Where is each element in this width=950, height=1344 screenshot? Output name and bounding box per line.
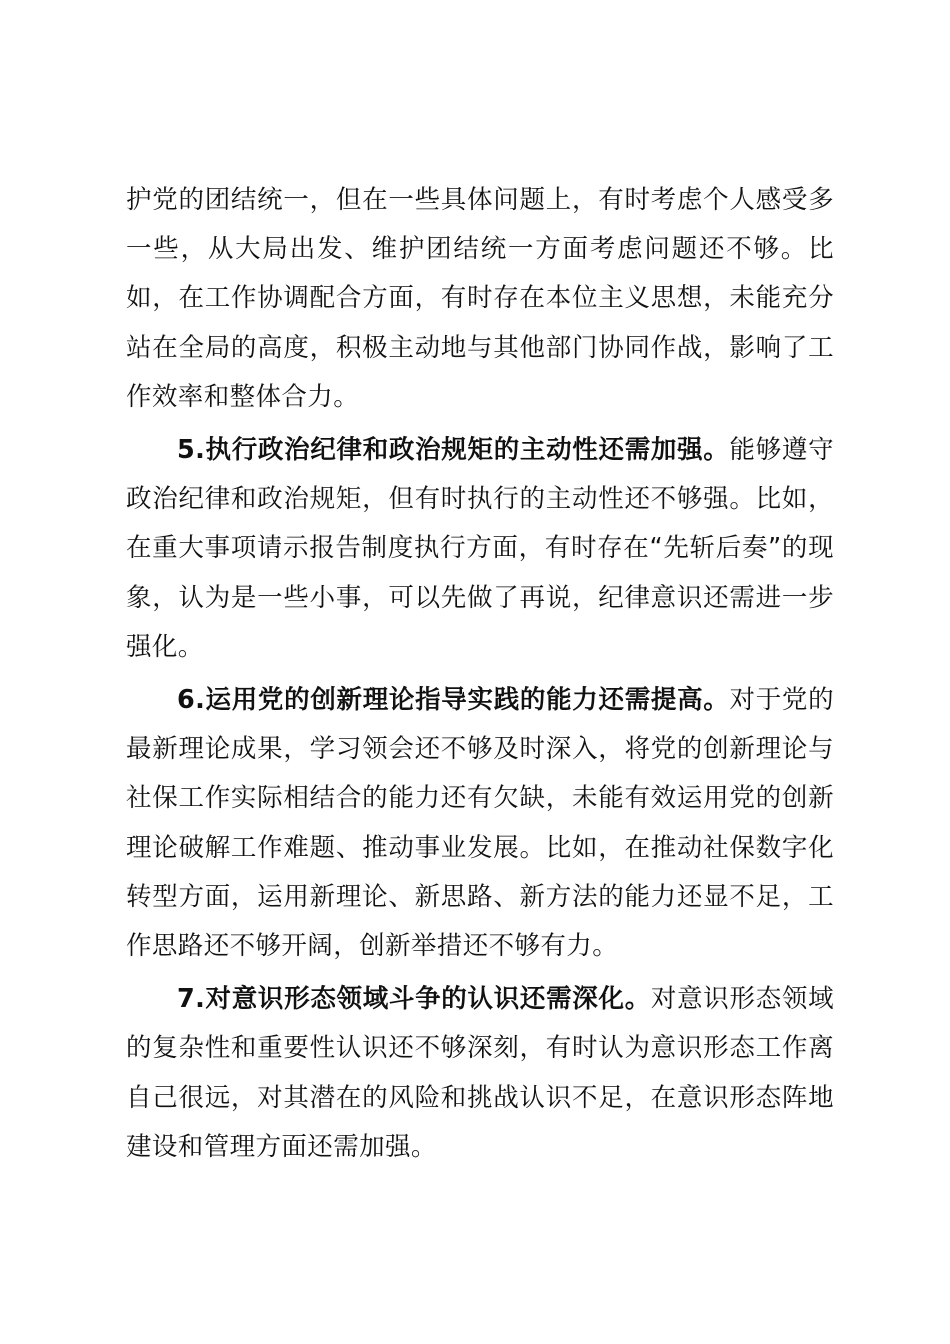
paragraph-body: 护党的团结统一，但在一些具体问题上，有时考虑个人感受多一些，从大局出发、维护团结统一方面考虑问题还不够。比如，在工作协调配合方面，有时存在本位主义思想，未能充分站在全局的高度，积极主动地与其他部门协同作战，影响了工作效率和整体合力。	[126, 185, 834, 412]
paragraph-body: 对意识形态领域的复杂性和重要性认识还不够深刻，有时认为意识形态工作离自己很远，对其潜在的风险和挑战认识不足，在意识形态阵地建设和管理方面还需加强。	[126, 984, 834, 1162]
paragraph-body: 对于党的最新理论成果，学习领会还不够及时深入，将党的创新理论与社保工作实际相结合的能力还有欠缺，未能有效运用党的创新理论破解工作难题、推动事业发展。比如，在推动社保数字化转型方面，运用新理论、新思路、新方法的能力还显不足，工作思路还不够开阔，创新举措还不够有力。	[126, 685, 834, 962]
paragraph-body: 能够遵守政治纪律和政治规矩，但有时执行的主动性还不够强。比如，在重大事项请示报告制度执行方面，有时存在“先斩后奏”的现象，认为是一些小事，可以先做了再说，纪律意识还需进一步强化。	[126, 435, 834, 662]
paragraph-heading: 6.运用党的创新理论指导实践的能力还需提高。	[177, 685, 730, 716]
paragraph-item-5	[126, 426, 834, 672]
paragraph-item-7	[126, 975, 834, 1172]
document-page	[126, 176, 834, 1176]
paragraph-heading: 5.执行政治纪律和政治规矩的主动性还需加强。	[177, 435, 730, 466]
paragraph-continued	[126, 176, 834, 422]
paragraph-item-6	[126, 676, 834, 971]
paragraph-heading: 7.对意识形态领域斗争的认识还需深化。	[177, 984, 651, 1015]
